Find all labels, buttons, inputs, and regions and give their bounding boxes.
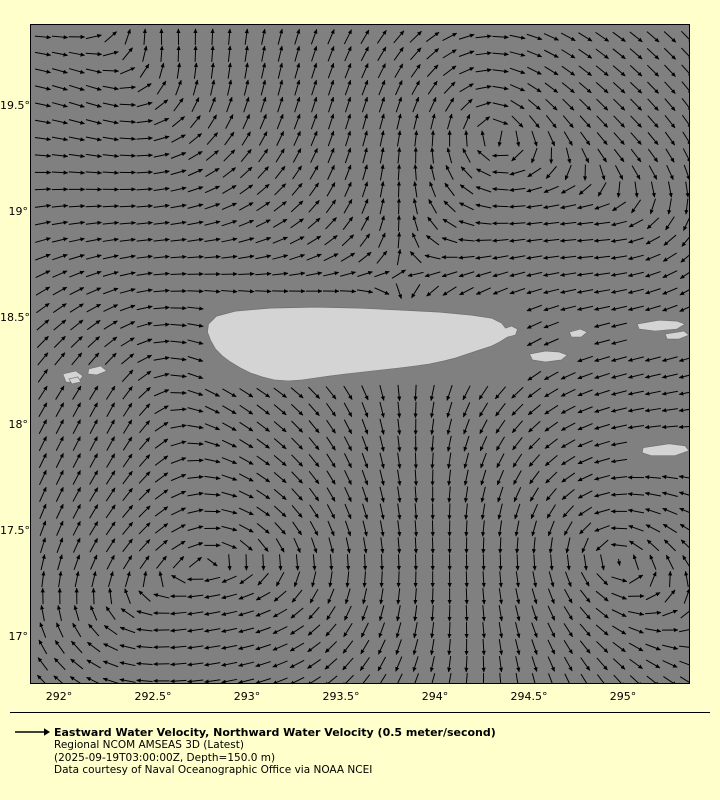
x-tick-293-5: 293.5° [322, 690, 360, 703]
y-tick-17: 17° [8, 630, 28, 643]
legend-source-model: Regional NCOM AMSEAS 3D (Latest) [54, 739, 244, 751]
y-tick-19: 19° [8, 205, 28, 218]
map-plot-area[interactable] [30, 24, 690, 684]
legend-title: Eastward Water Velocity, Northward Water Velocity (0.5 meter/second) [54, 726, 496, 739]
land-tortola [665, 331, 689, 339]
x-tick-293: 293° [233, 690, 261, 703]
land-st-croix [642, 444, 689, 456]
y-tick-17-5: 17.5° [0, 524, 30, 537]
land-polygons [31, 25, 689, 683]
x-tick-292: 292° [45, 690, 73, 703]
caption-divider [10, 712, 710, 713]
y-tick-18: 18° [8, 418, 28, 431]
vector-arrow-icon [14, 726, 50, 738]
caption-block [54, 726, 694, 777]
x-tick-295: 295° [609, 690, 637, 703]
x-tick-292-5: 292.5° [134, 690, 172, 703]
land-islet-west [88, 366, 107, 375]
land-vieques [529, 351, 567, 362]
y-tick-19-5: 19.5° [0, 99, 30, 112]
x-tick-294-5: 294.5° [510, 690, 548, 703]
land-culebra [569, 329, 587, 337]
legend-timestamp-depth: (2025-09-19T03:00:00Z, Depth=150.0 m) [54, 751, 276, 764]
land-puerto-rico [207, 307, 517, 381]
land-st-thomas [637, 320, 685, 331]
legend-data-courtesy: Data courtesy of Naval Oceanographic Office via NOAA NCEI [54, 764, 373, 776]
y-tick-18-5: 18.5° [0, 311, 30, 324]
x-tick-294: 294° [421, 690, 449, 703]
